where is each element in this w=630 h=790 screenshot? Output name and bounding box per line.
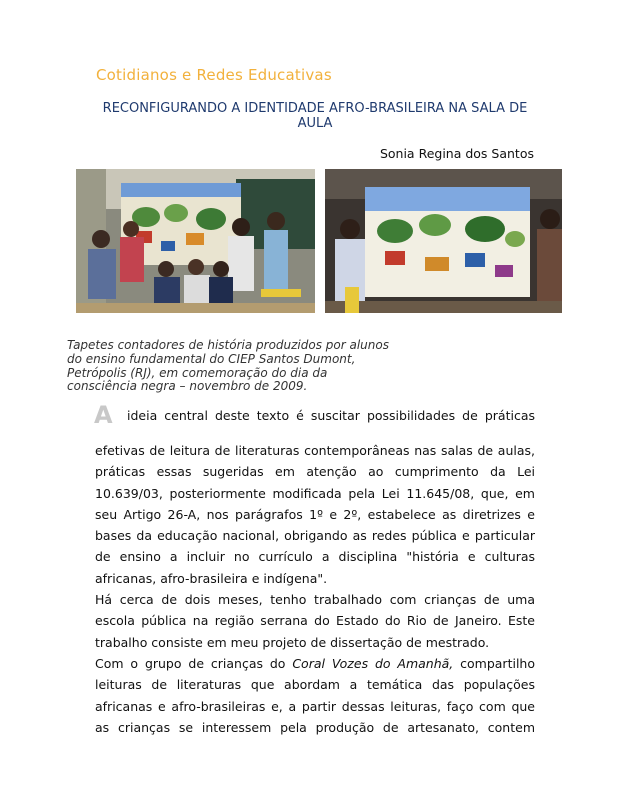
section-title: Cotidianos e Redes Educativas bbox=[96, 66, 332, 84]
paragraph: Há cerca de dois meses, tenho trabalhado com crianças de uma escola pública na região serrana do Estado do Rio de Janeiro. Este trabalho consiste em meu projeto de dissertação de mestrado. bbox=[95, 592, 535, 650]
drop-cap: A bbox=[94, 401, 113, 429]
paragraph: Com o grupo de crianças do Coral Vozes do Amanhã, compartilho leituras de literaturas que abordam a temática das populações africanas e afro-brasileiras e, a partir dessas leituras, faço com que as crianças se interessem pela produção de artesanato, contem bbox=[95, 655, 535, 735]
author-name: Sonia Regina dos Santos bbox=[379, 146, 534, 161]
first-line: ideia central deste texto é suscitar possibilidades de práticas bbox=[127, 408, 535, 423]
article-body bbox=[95, 440, 535, 738]
choir-name: Coral Vozes do Amanhã, bbox=[292, 655, 454, 671]
photo-children-holding-tapestry bbox=[325, 169, 562, 313]
photo-children-with-tapestry bbox=[76, 169, 315, 313]
paragraph: efetivas de leitura de literaturas contemporâneas nas salas de aulas, práticas essas sugeridas em atenção ao cumprimento da Lei 10.639/03, posteriormente modificada pela Lei 11.645/08, que, em seu Artigo 26-A, nos parágrafos 1º e 2º, estabelece as diretrizes e bases da educação nacional, obrigando as redes pública e particular de ensino a incluir no currículo a disciplina "história e culturas africanas, afro-brasileira e indígena". bbox=[95, 443, 535, 586]
figure-caption: Tapetes contadores de história produzidos por alunos do ensino fundamental do CIEP Santos Dumont, Petrópolis (RJ), em comemoração do dia da consciência negra – novembro de 2009. bbox=[67, 338, 389, 394]
article-title: RECONFIGURANDO A IDENTIDADE AFRO-BRASILEIRA NA SALA DE AULA bbox=[102, 101, 528, 131]
